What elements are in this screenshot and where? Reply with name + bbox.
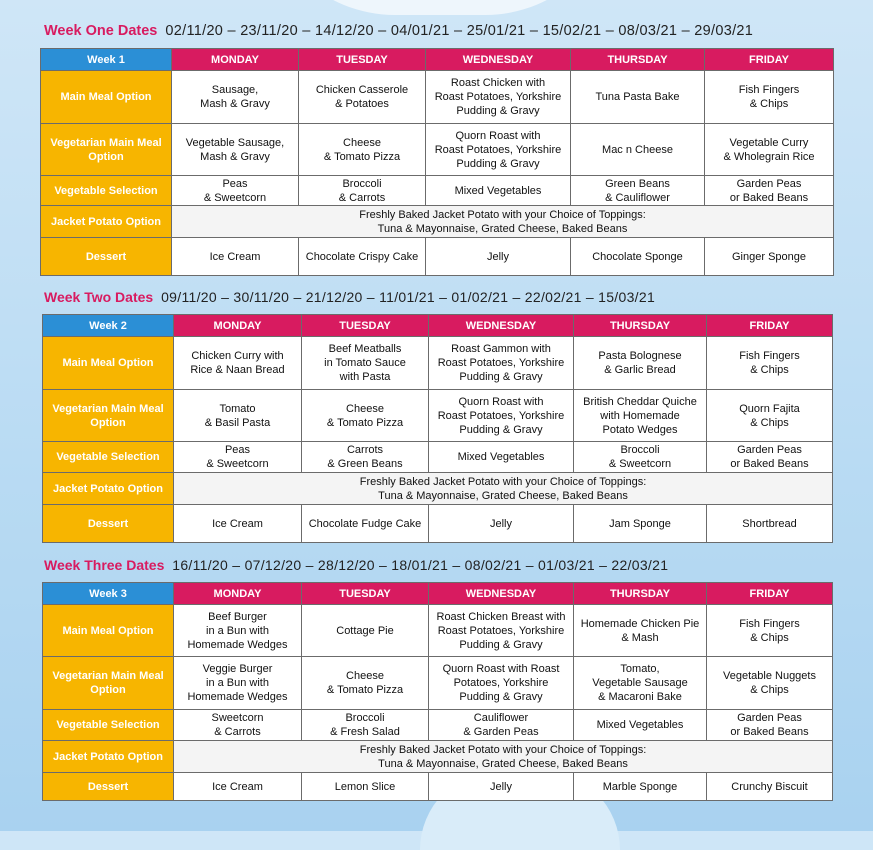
menu-cell: Beef Burger in a Bun with Homemade Wedges: [174, 605, 302, 657]
menu-cell: Jelly: [429, 773, 574, 801]
menu-cell: Lemon Slice: [302, 773, 429, 801]
week-label: Week 1: [41, 49, 172, 71]
menu-cell: Quorn Roast with Roast Potatoes, Yorkshire Pudding & Gravy: [429, 390, 574, 442]
main-meal-row: [43, 605, 833, 657]
menu-cell: Pasta Bolognese & Garlic Bread: [574, 337, 707, 390]
header-row: [43, 315, 833, 337]
menu-cell: Shortbread: [707, 505, 833, 543]
week-dates: 16/11/20 – 07/12/20 – 28/12/20 – 18/01/21 – 08/02/21 – 01/03/21 – 22/03/21: [172, 557, 669, 573]
dessert-row: [43, 773, 833, 801]
vegetarian-main-row: [41, 124, 834, 176]
menu-cell: Cheese & Tomato Pizza: [302, 657, 429, 710]
menu-cell: Crunchy Biscuit: [707, 773, 833, 801]
jacket-potato-row: [41, 206, 834, 238]
row-label: Vegetarian Main Meal Option: [43, 657, 174, 710]
decorative-bubble: [260, 0, 620, 15]
header-row: [43, 583, 833, 605]
menu-cell: Jelly: [429, 505, 574, 543]
week-title: Week Two Dates: [44, 289, 154, 305]
week-1-menu-table: [40, 48, 834, 276]
row-label: Vegetarian Main Meal Option: [41, 124, 172, 176]
week-label: Week 2: [43, 315, 174, 337]
day-header: TUESDAY: [302, 583, 429, 605]
menu-cell: Fish Fingers & Chips: [707, 605, 833, 657]
menu-cell: Cheese & Tomato Pizza: [302, 390, 429, 442]
week-1-heading: [44, 23, 753, 39]
row-label: Vegetable Selection: [43, 710, 174, 741]
week-title: Week Three Dates: [44, 557, 165, 573]
day-header: FRIDAY: [705, 49, 834, 71]
row-label: Vegetable Selection: [41, 176, 172, 206]
row-label: Vegetable Selection: [43, 442, 174, 473]
menu-cell: Roast Chicken Breast with Roast Potatoes, Yorkshire Pudding & Gravy: [429, 605, 574, 657]
row-label: Main Meal Option: [43, 605, 174, 657]
menu-cell: Vegetable Sausage, Mash & Gravy: [172, 124, 299, 176]
row-label: Dessert: [43, 505, 174, 543]
menu-cell: Jelly: [426, 238, 571, 276]
jacket-potato-cell: Freshly Baked Jacket Potato with your Choice of Toppings: Tuna & Mayonnaise, Grated Cheese, Baked Beans: [174, 473, 833, 505]
menu-cell: Tuna Pasta Bake: [571, 71, 705, 124]
dessert-row: [43, 505, 833, 543]
vegetable-selection-row: [41, 176, 834, 206]
row-label: Dessert: [41, 238, 172, 276]
menu-cell: Ice Cream: [174, 773, 302, 801]
menu-cell: Roast Gammon with Roast Potatoes, Yorkshire Pudding & Gravy: [429, 337, 574, 390]
week-2-heading: [44, 289, 655, 305]
menu-cell: Roast Chicken with Roast Potatoes, Yorkshire Pudding & Gravy: [426, 71, 571, 124]
vegetarian-main-row: [43, 657, 833, 710]
menu-cell: Peas & Sweetcorn: [172, 176, 299, 206]
menu-cell: Chicken Casserole & Potatoes: [299, 71, 426, 124]
day-header: WEDNESDAY: [426, 49, 571, 71]
menu-cell: Ice Cream: [172, 238, 299, 276]
menu-cell: Chicken Curry with Rice & Naan Bread: [174, 337, 302, 390]
dessert-row: [41, 238, 834, 276]
menu-cell: Carrots & Green Beans: [302, 442, 429, 473]
day-header: TUESDAY: [299, 49, 426, 71]
main-meal-row: [41, 71, 834, 124]
menu-cell: Garden Peas or Baked Beans: [707, 710, 833, 741]
row-label: Main Meal Option: [41, 71, 172, 124]
menu-cell: Peas & Sweetcorn: [174, 442, 302, 473]
menu-cell: Chocolate Fudge Cake: [302, 505, 429, 543]
week-title: Week One Dates: [44, 23, 158, 39]
menu-cell: Broccoli & Carrots: [299, 176, 426, 206]
menu-cell: Vegetable Curry & Wholegrain Rice: [705, 124, 834, 176]
week-3-menu-table: [42, 582, 833, 801]
menu-cell: Vegetable Nuggets & Chips: [707, 657, 833, 710]
day-header: MONDAY: [172, 49, 299, 71]
row-label: Dessert: [43, 773, 174, 801]
menu-cell: Homemade Chicken Pie & Mash: [574, 605, 707, 657]
week-3-heading: [44, 557, 668, 573]
menu-cell: Tomato & Basil Pasta: [174, 390, 302, 442]
menu-cell: Chocolate Crispy Cake: [299, 238, 426, 276]
menu-cell: Fish Fingers & Chips: [705, 71, 834, 124]
menu-cell: British Cheddar Quiche with Homemade Potato Wedges: [574, 390, 707, 442]
day-header: TUESDAY: [302, 315, 429, 337]
jacket-potato-row: [43, 741, 833, 773]
menu-cell: Garden Peas or Baked Beans: [707, 442, 833, 473]
vegetarian-main-row: [43, 390, 833, 442]
week-2-menu-table: [42, 314, 833, 543]
menu-cell: Quorn Roast with Roast Potatoes, Yorkshire Pudding & Gravy: [429, 657, 574, 710]
row-label: Jacket Potato Option: [43, 741, 174, 773]
row-label: Main Meal Option: [43, 337, 174, 390]
menu-cell: Broccoli & Sweetcorn: [574, 442, 707, 473]
day-header: THURSDAY: [574, 583, 707, 605]
menu-cell: Sausage, Mash & Gravy: [172, 71, 299, 124]
header-row: [41, 49, 834, 71]
menu-cell: Ice Cream: [174, 505, 302, 543]
row-label: Vegetarian Main Meal Option: [43, 390, 174, 442]
menu-cell: Sweetcorn & Carrots: [174, 710, 302, 741]
menu-cell: Broccoli & Fresh Salad: [302, 710, 429, 741]
day-header: MONDAY: [174, 315, 302, 337]
menu-cell: Mixed Vegetables: [574, 710, 707, 741]
menu-cell: Chocolate Sponge: [571, 238, 705, 276]
jacket-potato-row: [43, 473, 833, 505]
menu-cell: Green Beans & Cauliflower: [571, 176, 705, 206]
day-header: MONDAY: [174, 583, 302, 605]
vegetable-selection-row: [43, 710, 833, 741]
menu-cell: Cheese & Tomato Pizza: [299, 124, 426, 176]
row-label: Jacket Potato Option: [43, 473, 174, 505]
menu-cell: Marble Sponge: [574, 773, 707, 801]
week-dates: 02/11/20 – 23/11/20 – 14/12/20 – 04/01/21 – 25/01/21 – 15/02/21 – 08/03/21 – 29/03/21: [165, 23, 754, 39]
day-header: WEDNESDAY: [429, 315, 574, 337]
row-label: Jacket Potato Option: [41, 206, 172, 238]
menu-cell: Garden Peas or Baked Beans: [705, 176, 834, 206]
vegetable-selection-row: [43, 442, 833, 473]
day-header: THURSDAY: [571, 49, 705, 71]
jacket-potato-cell: Freshly Baked Jacket Potato with your Choice of Toppings: Tuna & Mayonnaise, Grated Cheese, Baked Beans: [172, 206, 834, 238]
menu-cell: Jam Sponge: [574, 505, 707, 543]
menu-cell: Quorn Roast with Roast Potatoes, Yorkshire Pudding & Gravy: [426, 124, 571, 176]
menu-cell: Mixed Vegetables: [429, 442, 574, 473]
menu-cell: Cauliflower & Garden Peas: [429, 710, 574, 741]
day-header: THURSDAY: [574, 315, 707, 337]
menu-cell: Mac n Cheese: [571, 124, 705, 176]
menu-cell: Fish Fingers & Chips: [707, 337, 833, 390]
menu-cell: Quorn Fajita & Chips: [707, 390, 833, 442]
menu-cell: Tomato, Vegetable Sausage & Macaroni Bake: [574, 657, 707, 710]
menu-cell: Cottage Pie: [302, 605, 429, 657]
menu-cell: Mixed Vegetables: [426, 176, 571, 206]
menu-cell: Veggie Burger in a Bun with Homemade Wedges: [174, 657, 302, 710]
jacket-potato-cell: Freshly Baked Jacket Potato with your Choice of Toppings: Tuna & Mayonnaise, Grated Cheese, Baked Beans: [174, 741, 833, 773]
menu-cell: Beef Meatballs in Tomato Sauce with Pasta: [302, 337, 429, 390]
day-header: WEDNESDAY: [429, 583, 574, 605]
menu-cell: Ginger Sponge: [705, 238, 834, 276]
main-meal-row: [43, 337, 833, 390]
day-header: FRIDAY: [707, 315, 833, 337]
week-dates: 09/11/20 – 30/11/20 – 21/12/20 – 11/01/21 – 01/02/21 – 22/02/21 – 15/03/21: [161, 289, 656, 305]
week-label: Week 3: [43, 583, 174, 605]
day-header: FRIDAY: [707, 583, 833, 605]
